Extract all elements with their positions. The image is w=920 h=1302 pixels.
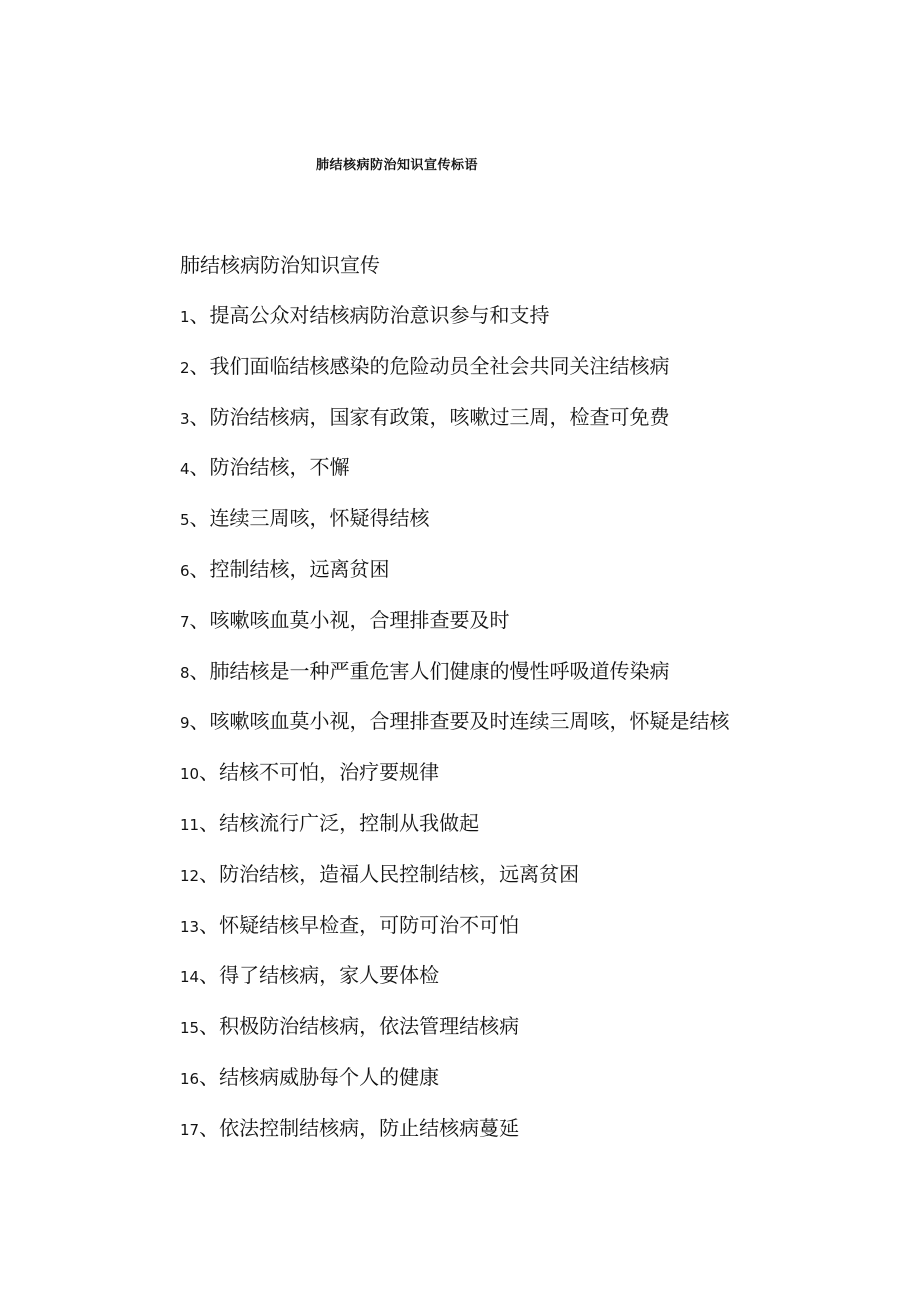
slogan-text: 怀疑结核早检查，可防可治不可怕 bbox=[219, 912, 520, 937]
slogan-separator: 、 bbox=[189, 303, 210, 327]
document-title: 肺结核病防治知识宣传标语 bbox=[315, 158, 478, 173]
slogan-number: 6 bbox=[180, 561, 190, 580]
list-item bbox=[180, 300, 730, 351]
slogan-number: 8 bbox=[180, 663, 190, 682]
slogan-separator: 、 bbox=[199, 1014, 220, 1039]
slogan-separator: 、 bbox=[199, 963, 220, 988]
slogan-text: 我们面临结核感染的危险动员全社会共同关注结核病 bbox=[209, 353, 670, 378]
slogan-number: 2 bbox=[180, 358, 190, 377]
slogan-separator: 、 bbox=[199, 1064, 220, 1089]
slogan-separator: 、 bbox=[189, 709, 210, 734]
slogan-separator: 、 bbox=[189, 658, 210, 683]
list-item bbox=[180, 910, 730, 961]
slogan-number: 3 bbox=[180, 409, 190, 428]
slogan-text: 积极防治结核病，依法管理结核病 bbox=[219, 1014, 520, 1039]
slogan-text: 咳嗽咳血莫小视，合理排查要及时连续三周咳，怀疑是结核 bbox=[209, 709, 730, 734]
slogan-separator: 、 bbox=[199, 912, 220, 937]
slogan-separator: 、 bbox=[189, 556, 210, 581]
slogan-text: 肺结核是一种严重危害人们健康的慢性呼吸道传染病 bbox=[209, 658, 670, 683]
slogan-number: 17 bbox=[180, 1120, 200, 1139]
list-item bbox=[180, 1113, 730, 1164]
slogan-text: 得了结核病，家人要体检 bbox=[219, 963, 440, 988]
slogan-separator: 、 bbox=[189, 455, 210, 480]
slogan-separator: 、 bbox=[199, 1115, 220, 1140]
slogan-text: 控制结核，远离贫困 bbox=[209, 556, 390, 581]
list-item bbox=[180, 503, 730, 554]
slogan-separator: 、 bbox=[199, 760, 220, 785]
slogan-text: 防治结核，造福人民控制结核，远离贫困 bbox=[219, 861, 580, 886]
slogan-separator: 、 bbox=[189, 506, 210, 531]
slogan-text: 依法控制结核病，防止结核病蔓延 bbox=[219, 1115, 520, 1140]
slogan-number: 16 bbox=[180, 1069, 200, 1088]
slogan-number: 14 bbox=[180, 968, 200, 987]
list-item bbox=[180, 1062, 730, 1113]
slogan-list bbox=[180, 300, 730, 1164]
slogan-number: 12 bbox=[180, 866, 200, 885]
section-heading: 肺结核病防治知识宣传 bbox=[180, 253, 380, 277]
list-item bbox=[180, 605, 730, 656]
list-item bbox=[180, 859, 730, 910]
slogan-text: 提高公众对结核病防治意识参与和支持 bbox=[209, 303, 550, 327]
slogan-text: 防治结核，不懈 bbox=[209, 455, 350, 480]
slogan-separator: 、 bbox=[189, 353, 210, 378]
slogan-number: 9 bbox=[180, 714, 190, 733]
slogan-text: 咳嗽咳血莫小视，合理排查要及时 bbox=[209, 607, 510, 632]
list-item bbox=[180, 808, 730, 859]
slogan-separator: 、 bbox=[189, 607, 210, 632]
list-item bbox=[180, 402, 730, 453]
slogan-separator: 、 bbox=[189, 404, 210, 429]
slogan-number: 10 bbox=[180, 765, 200, 784]
slogan-separator: 、 bbox=[199, 810, 220, 835]
list-item bbox=[180, 757, 730, 808]
list-item bbox=[180, 351, 730, 402]
slogan-text: 结核不可怕，治疗要规律 bbox=[219, 760, 440, 785]
list-item bbox=[180, 452, 730, 503]
slogan-number: 13 bbox=[180, 917, 200, 936]
slogan-number: 7 bbox=[180, 612, 190, 631]
slogan-text: 结核流行广泛，控制从我做起 bbox=[219, 810, 480, 835]
slogan-number: 11 bbox=[180, 815, 200, 834]
slogan-text: 结核病威胁每个人的健康 bbox=[219, 1064, 440, 1089]
list-item bbox=[180, 706, 730, 757]
slogan-number: 5 bbox=[180, 511, 190, 530]
list-item bbox=[180, 656, 730, 707]
slogan-text: 连续三周咳，怀疑得结核 bbox=[209, 506, 430, 531]
slogan-text: 防治结核病，国家有政策，咳嗽过三周，检查可免费 bbox=[209, 404, 670, 429]
slogan-number: 4 bbox=[180, 460, 190, 479]
list-item bbox=[180, 960, 730, 1011]
slogan-number: 1 bbox=[180, 308, 190, 326]
slogan-number: 15 bbox=[180, 1019, 200, 1038]
list-item bbox=[180, 1011, 730, 1062]
slogan-separator: 、 bbox=[199, 861, 220, 886]
list-item bbox=[180, 554, 730, 605]
